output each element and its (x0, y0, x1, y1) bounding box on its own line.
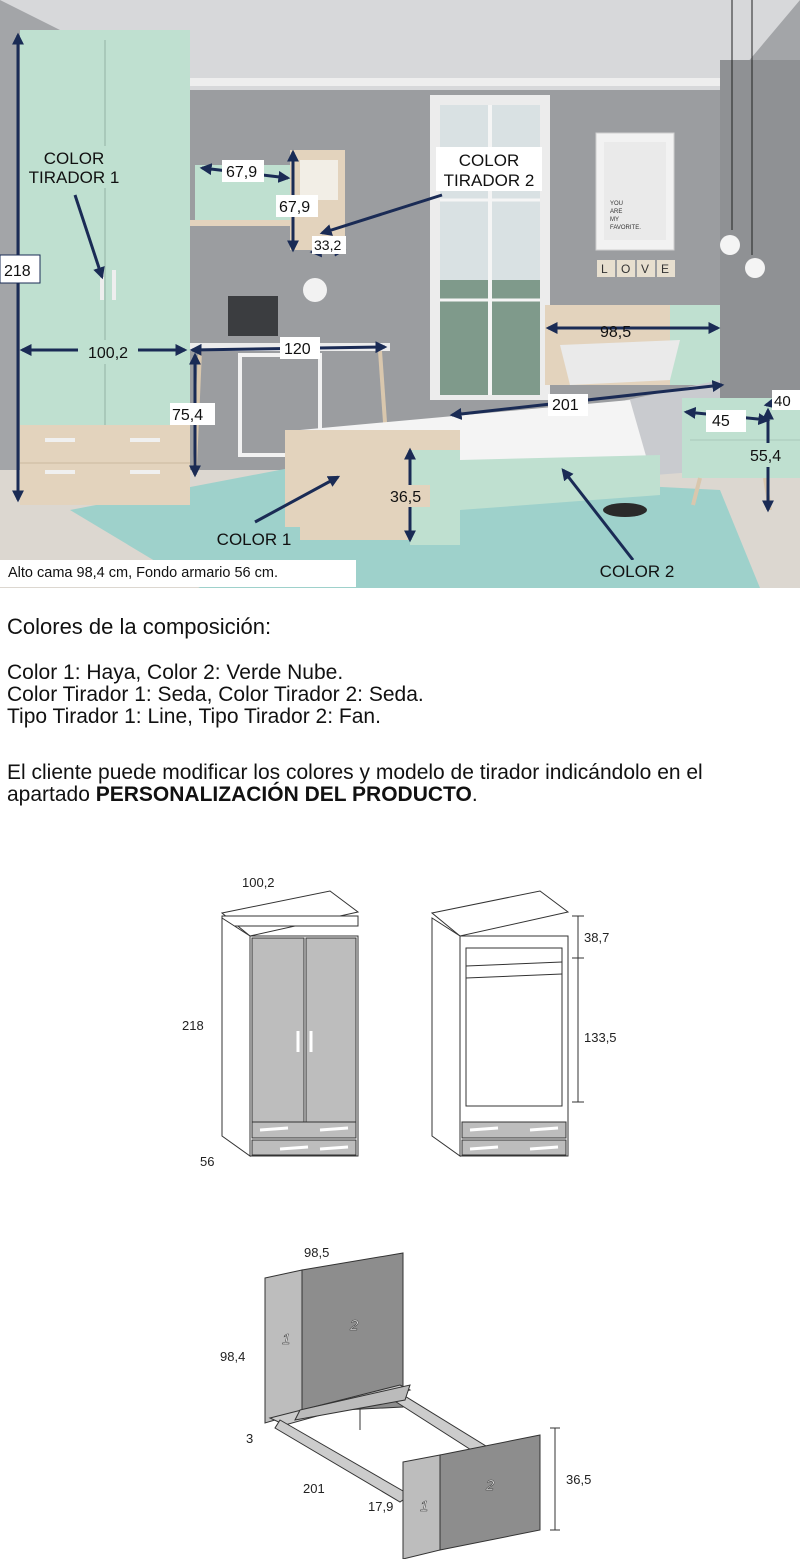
colors-heading: Colores de la composición: (7, 614, 272, 639)
bed-drawing-gap: 3 (246, 1431, 254, 1446)
dim-shelf-depth: 33,2 (314, 237, 342, 253)
colors-line-2: Color Tirador 1: Seda, Color Tirador 2: Seda. (7, 683, 424, 706)
dim-nightstand-height: 55,4 (750, 448, 782, 465)
customize-note-line-1: El cliente puede modificar los colores y modelo de tirador indicándolo en el (7, 761, 703, 784)
bed-drawing-clearance: 17,9 (368, 1499, 394, 1514)
drawing-wardrobe-height: 218 (182, 1018, 204, 1033)
drawing-wardrobe-depth: 56 (200, 1154, 215, 1169)
dim-footboard-height: 36,5 (390, 489, 422, 506)
room-photo (0, 0, 800, 588)
dim-shelf-height: 67,9 (279, 199, 311, 216)
dim-shelf-width: 67,9 (226, 164, 258, 181)
label-color-2: COLOR 2 (599, 562, 675, 581)
wardrobe-technical-drawing (170, 866, 640, 1176)
label-color-tirador-2: COLOR (458, 151, 520, 170)
bed-drawing-footboard-height: 36,5 (566, 1472, 592, 1487)
wardrobe (20, 30, 190, 505)
customize-link-text: PERSONALIZACIÓN DEL PRODUCTO (95, 783, 472, 806)
svg-text:E: E (661, 262, 670, 276)
drawing-hanging-section: 133,5 (584, 1030, 617, 1045)
label-color-1: COLOR 1 (216, 530, 292, 549)
svg-text:O: O (621, 262, 631, 276)
svg-text:L: L (601, 262, 608, 276)
svg-text:YOU: YOU (610, 201, 624, 207)
label-color-tirador-1-b: TIRADOR 1 (28, 168, 120, 187)
photo-caption: Alto cama 98,4 cm, Fondo armario 56 cm. (0, 560, 356, 587)
label-color-tirador-2-b: TIRADOR 2 (443, 171, 535, 190)
dim-headboard-width: 98,5 (600, 324, 632, 341)
dim-nightstand-depth: 40 (774, 393, 791, 410)
dim-desk-width: 120 (284, 341, 311, 358)
bed-panel-1-label: 1 (282, 1331, 291, 1348)
dim-wardrobe-height: 218 (4, 263, 31, 280)
svg-text:FAVORITE.: FAVORITE. (610, 225, 641, 231)
poster (596, 133, 674, 250)
dim-nightstand-width: 45 (712, 413, 730, 430)
customize-note-line-2: apartado PERSONALIZACIÓN DEL PRODUCTO. (7, 783, 478, 806)
bed-technical-drawing (200, 1240, 620, 1559)
dim-wardrobe-width: 100,2 (88, 345, 129, 362)
bed-drawing-height: 98,4 (220, 1349, 246, 1364)
dim-bed-length: 201 (552, 397, 579, 414)
bed-drawing-width: 98,5 (304, 1245, 330, 1260)
window (430, 95, 550, 400)
drawing-wardrobe-width: 100,2 (242, 875, 275, 890)
footboard-panel-2-label: 2 (486, 1477, 495, 1494)
svg-text:V: V (641, 262, 650, 276)
footboard-panel-1-label: 1 (420, 1498, 429, 1515)
colors-line-1: Color 1: Haya, Color 2: Verde Nube. (7, 661, 344, 684)
bed-panel-2-label: 2 (350, 1317, 359, 1334)
colors-line-3: Tipo Tirador 1: Line, Tipo Tirador 2: Fan. (7, 705, 381, 728)
drawing-top-section: 38,7 (584, 930, 610, 945)
label-color-tirador-1: COLOR (43, 149, 105, 168)
dim-desk-height: 75,4 (172, 407, 204, 424)
bed-drawing-length: 201 (303, 1481, 325, 1496)
shoes (603, 503, 647, 517)
svg-text:MY: MY (610, 217, 619, 223)
svg-text:ARE: ARE (610, 209, 623, 215)
